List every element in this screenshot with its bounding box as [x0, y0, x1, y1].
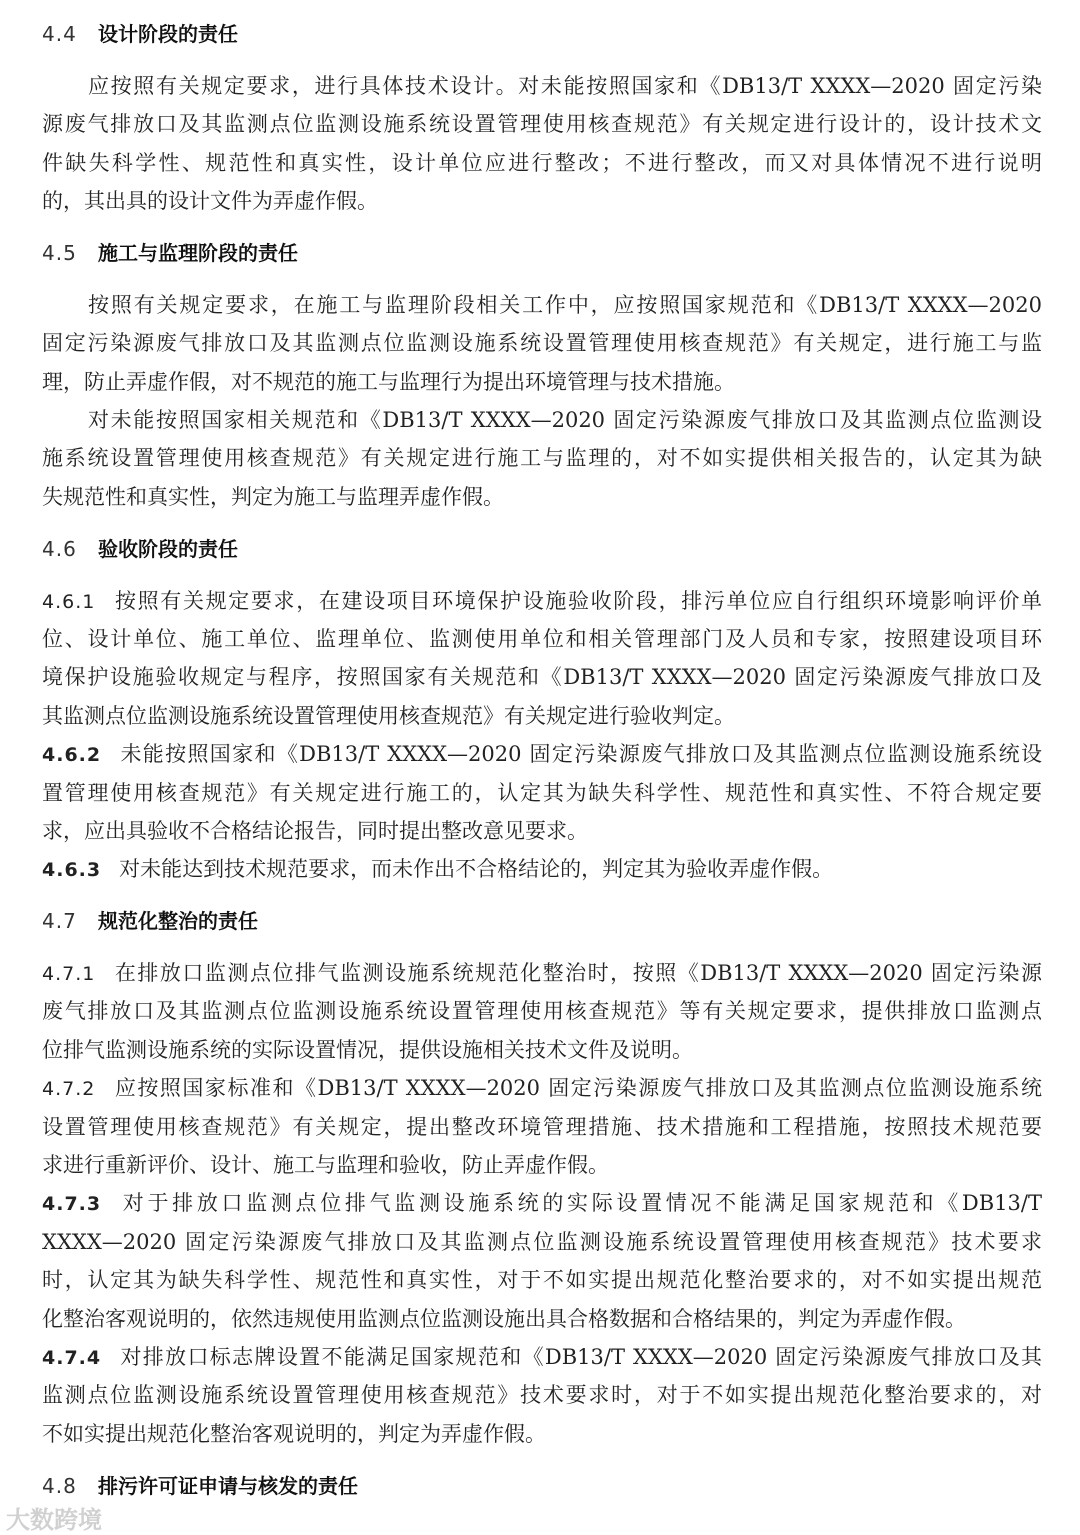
line-text: 求进行重新评价、设计、施工与监理和验收，防止弄虚作假。 — [42, 1153, 609, 1178]
section-number: 4.4 — [42, 22, 77, 46]
text-line — [42, 582, 1042, 620]
line-text: XXXX—2020 固定污染源废气排放口及其监测点位监测设施系统设置管理使用核查规范》技术要求 — [42, 1229, 1042, 1254]
text-line — [42, 1184, 1042, 1222]
text-line — [42, 67, 1042, 105]
section-title: 施工与监理阶段的责任 — [98, 240, 298, 265]
text-line — [42, 735, 1042, 773]
line-text: 时，认定其为缺失科学性、规范性和真实性，对于不如实提出规范化整治要求的，对不如实提出规范 — [42, 1268, 1042, 1293]
section-title: 设计阶段的责任 — [98, 22, 238, 46]
text-line — [42, 478, 1042, 516]
clause-number: 4.7.3 — [42, 1193, 102, 1216]
line-text: 设置管理使用核查规范》有关规定，提出整改环境管理措施、技术措施和工程措施，按照技术规范要 — [42, 1114, 1042, 1139]
section-number: 4.6 — [42, 536, 77, 561]
text-line — [42, 1146, 1042, 1184]
clause-number: 4.7.4 — [42, 1347, 102, 1369]
text-line — [42, 954, 1042, 992]
line-text: 对排放口标志牌设置不能满足国家规范和《DB13/T XXXX—2020 固定污染源废气排放口及其 — [119, 1345, 1042, 1369]
line-text: 源废气排放口及其监测点位监测设施系统设置管理使用核查规范》有关规定进行设计的，设计技术文 — [42, 112, 1042, 137]
line-text: 对未能达到技术规范要求，而未作出不合格结论的，判定其为验收弄虚作假。 — [119, 857, 834, 882]
text-line — [42, 363, 1042, 401]
line-text: 固定污染源废气排放口及其监测点位监测设施系统设置管理使用核查规范》有关规定，进行施工与监 — [42, 331, 1042, 356]
line-text: 求，应出具验收不合格结论报告，同时提出整改意见要求。 — [42, 818, 588, 843]
text-line — [42, 144, 1042, 182]
text-line — [42, 401, 1042, 439]
line-text: 不如实提出规范化整治客观说明的，判定为弄虚作假。 — [42, 1421, 546, 1446]
line-text: 其监测点位监测设施系统设置管理使用核查规范》有关规定进行验收判定。 — [42, 703, 735, 728]
section-heading — [42, 1467, 1042, 1505]
text-line — [42, 620, 1042, 658]
text-line — [42, 697, 1042, 735]
section-heading — [42, 530, 1042, 568]
line-text: 理，防止弄虚作假，对不规范的施工与监理行为提出环境管理与技术措施。 — [42, 369, 735, 394]
line-text: 件缺失科学性、规范性和真实性，设计单位应进行整改；不进行整改，而又对具体情况不进行说明 — [42, 150, 1042, 175]
text-line — [42, 1223, 1042, 1261]
text-line — [42, 774, 1042, 812]
text-line — [42, 1031, 1042, 1069]
text-line — [42, 1069, 1042, 1107]
line-text: 对于排放口监测点位排气监测设施系统的实际设置情况不能满足国家规范和《DB13/T — [119, 1191, 1042, 1216]
clause-number: 4.6.3 — [42, 859, 102, 882]
text-line — [42, 658, 1042, 696]
line-text: 废气排放口及其监测点位监测设施系统设置管理使用核查规范》等有关规定要求，提供排放口监测点 — [42, 999, 1042, 1024]
section-heading — [42, 15, 1042, 53]
line-text: 按照有关规定要求，在建设项目环境保护设施验收阶段，排污单位应自行组织环境影响评价单 — [113, 588, 1042, 613]
line-text: 置管理使用核查规范》有关规定进行施工的，认定其为缺失科学性、规范性和真实性、不符合规定要 — [42, 780, 1042, 805]
line-text: 在排放口监测点位排气监测设施系统规范化整治时，按照《DB13/T XXXX—2020 固定污染源 — [113, 961, 1042, 986]
watermark-logo: 大数跨境 — [6, 1506, 102, 1534]
text-line — [42, 1415, 1042, 1453]
section-title: 排污许可证申请与核发的责任 — [98, 1473, 358, 1498]
text-line — [42, 182, 1042, 220]
section-number: 4.8 — [42, 1473, 77, 1498]
text-line — [42, 324, 1042, 362]
line-text: 监测点位监测设施系统设置管理使用核查规范》技术要求时，对于不如实提出规范化整治要求的，对 — [42, 1383, 1042, 1408]
text-line — [42, 1376, 1042, 1414]
section-heading — [42, 902, 1042, 940]
clause-number: 4.7.1 — [42, 963, 96, 986]
text-line — [42, 105, 1042, 143]
text-line — [42, 850, 1042, 888]
section-heading — [42, 234, 1042, 272]
text-line — [42, 1338, 1042, 1376]
line-text: 化整治客观说明的，依然违规使用监测点位监测设施出具合格数据和合格结果的，判定为弄虚作假。 — [42, 1306, 966, 1331]
line-text: 未能按照国家和《DB13/T XXXX—2020 固定污染源废气排放口及其监测点位监测设施系统设 — [119, 742, 1042, 767]
line-text: 对未能按照国家相关规范和《DB13/T XXXX—2020 固定污染源废气排放口及其监测点位监测设 — [88, 408, 1042, 433]
section-number: 4.7 — [42, 909, 77, 934]
text-line — [42, 1261, 1042, 1299]
line-text: 境保护设施验收规定与程序，按照国家有关规范和《DB13/T XXXX—2020 固定污染源废气排放口及 — [42, 665, 1042, 690]
line-text: 的，其出具的设计文件为弄虚作假。 — [42, 189, 378, 214]
text-line — [42, 439, 1042, 477]
line-text: 位排气监测设施系统的实际设置情况，提供设施相关技术文件及说明。 — [42, 1037, 693, 1062]
line-text: 位、设计单位、施工单位、监理单位、监测使用单位和相关管理部门及人员和专家，按照建设项目环 — [42, 626, 1042, 651]
clause-number: 4.6.1 — [42, 590, 96, 613]
text-line — [42, 1300, 1042, 1338]
line-text: 施系统设置管理使用核查规范》有关规定进行施工与监理的，对不如实提供相关报告的，认定其为缺 — [42, 446, 1042, 471]
text-line — [42, 992, 1042, 1030]
text-line — [42, 286, 1042, 324]
section-title: 验收阶段的责任 — [98, 536, 238, 561]
document-page — [42, 15, 1042, 1519]
section-number: 4.5 — [42, 240, 77, 265]
text-line — [42, 1108, 1042, 1146]
line-text: 失规范性和真实性，判定为施工与监理弄虚作假。 — [42, 484, 504, 509]
clause-number: 4.7.2 — [42, 1078, 96, 1101]
line-text: 应按照国家标准和《DB13/T XXXX—2020 固定污染源废气排放口及其监测点位监测设施系统 — [113, 1076, 1042, 1101]
text-line — [42, 812, 1042, 850]
section-title: 规范化整治的责任 — [98, 909, 258, 934]
clause-number: 4.6.2 — [42, 744, 102, 767]
line-text: 应按照有关规定要求，进行具体技术设计。对未能按照国家和《DB13/T XXXX—2020 固定污染 — [88, 73, 1042, 98]
line-text: 按照有关规定要求，在施工与监理阶段相关工作中，应按照国家规范和《DB13/T XXXX—2020 — [88, 292, 1042, 317]
